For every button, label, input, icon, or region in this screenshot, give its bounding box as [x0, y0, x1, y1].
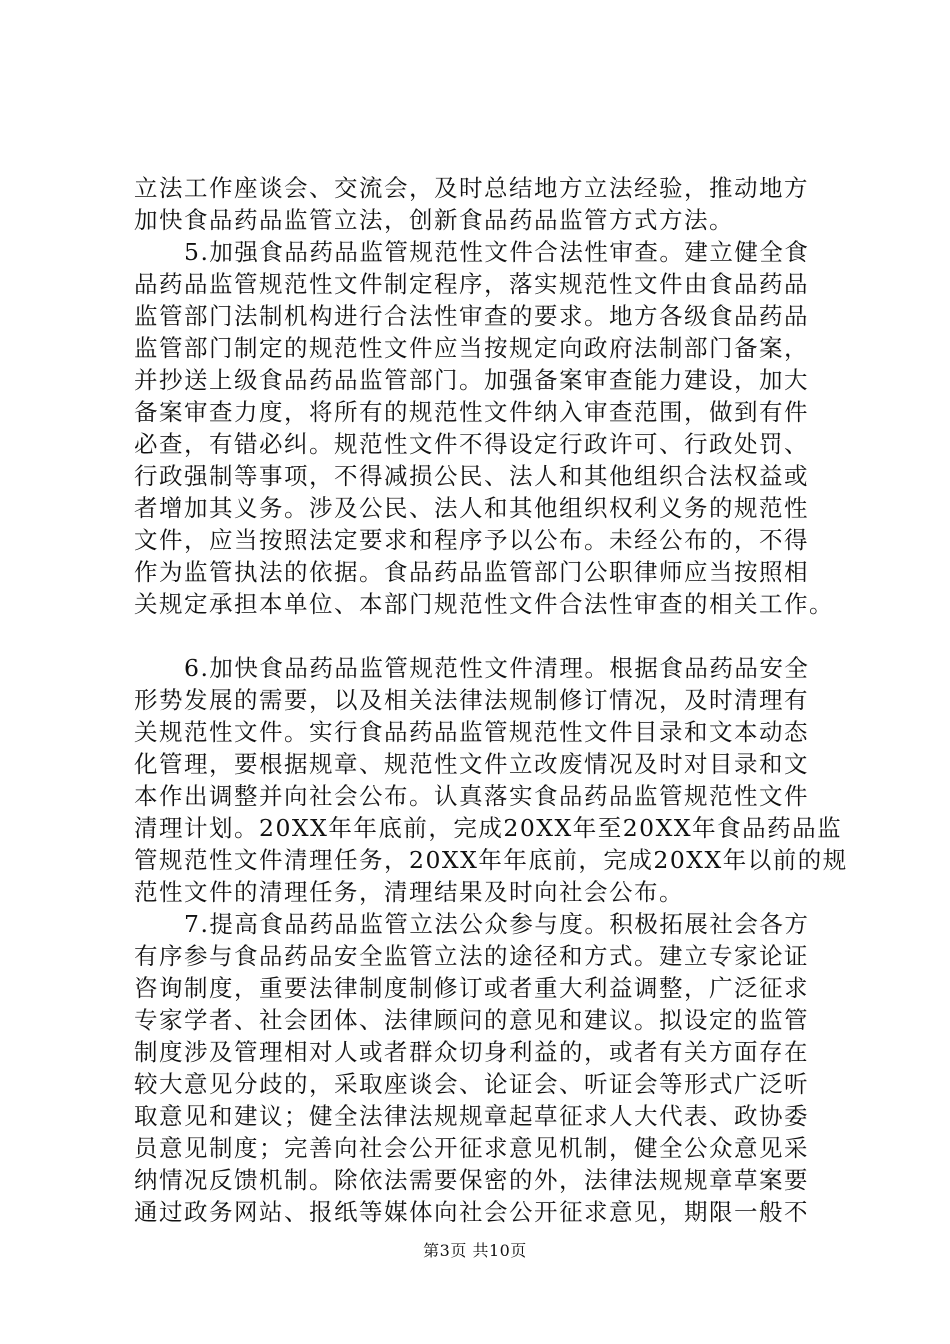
text-line: 取意见和建议；健全法律法规规章起草征求人大代表、政协委: [134, 1102, 809, 1130]
text-line: 有序参与食品药品安全监管立法的途径和方式。建立专家论证: [134, 942, 809, 970]
text-line: 制度涉及管理相对人或者群众切身利益的，或者有关方面存在: [134, 1038, 809, 1066]
text-line: 立法工作座谈会、交流会，及时总结地方立法经验，推动地方: [134, 174, 809, 202]
text-line: 员意见制度；完善向社会公开征求意见机制，健全公众意见采: [134, 1134, 809, 1162]
page-number-footer: 第3页 共10页: [423, 1241, 527, 1260]
text-line: 较大意见分歧的，采取座谈会、论证会、听证会等形式广泛听: [134, 1070, 809, 1098]
text-line: 咨询制度，重要法律制度制修订或者重大利益调整，广泛征求: [134, 974, 809, 1002]
text-line: 化管理，要根据规章、规范性文件立改废情况及时对目录和文: [134, 750, 809, 778]
text-line: 加快食品药品监管立法，创新食品药品监管方式方法。: [134, 206, 734, 234]
text-line: 品药品监管规范性文件制定程序，落实规范性文件由食品药品: [134, 270, 809, 298]
text-line: 本作出调整并向社会公布。认真落实食品药品监管规范性文件: [134, 782, 809, 810]
text-line: 范性文件的清理任务，清理结果及时向社会公布。: [134, 878, 684, 906]
text-line: 文件，应当按照法定要求和程序予以公布。未经公布的，不得: [134, 526, 809, 554]
text-line: 者增加其义务。涉及公民、法人和其他组织权利义务的规范性: [134, 494, 809, 522]
text-line: 监管部门法制机构进行合法性审查的要求。地方各级食品药品: [134, 302, 809, 330]
text-line: 并抄送上级食品药品监管部门。加强备案审查能力建设，加大: [134, 366, 809, 394]
paragraphs-section-2: [134, 652, 848, 1228]
paragraphs-section-1: [134, 172, 834, 620]
text-line: 专家学者、社会团体、法律顾问的意见和建议。拟设定的监管: [134, 1006, 809, 1034]
text-line: 备案审查力度，将所有的规范性文件纳入审查范围，做到有件: [134, 398, 809, 426]
text-line: 监管部门制定的规范性文件应当按规定向政府法制部门备案，: [134, 334, 809, 362]
paragraph-gap: [134, 620, 834, 652]
text-line: 清理计划。20XX年年底前，完成20XX年至20XX年食品药品监: [134, 814, 843, 842]
text-line: 形势发展的需要，以及相关法律法规制修订情况，及时清理有: [134, 686, 809, 714]
text-line: 6.加快食品药品监管规范性文件清理。根据食品药品安全: [134, 654, 810, 682]
text-line: 行政强制等事项，不得减损公民、法人和其他组织合法权益或: [134, 462, 809, 490]
text-line: 关规范性文件。实行食品药品监管规范性文件目录和文本动态: [134, 718, 809, 746]
text-line: 作为监管执法的依据。食品药品监管部门公职律师应当按照相: [134, 558, 809, 586]
text-line: 关规定承担本单位、本部门规范性文件合法性审查的相关工作。: [134, 590, 834, 618]
text-line: 纳情况反馈机制。除依法需要保密的外，法律法规规章草案要: [134, 1166, 809, 1194]
text-line: 5.加强食品药品监管规范性文件合法性审查。建立健全食: [134, 238, 810, 266]
text-line: 管规范性文件清理任务，20XX年年底前，完成20XX年以前的规: [134, 846, 848, 874]
text-line: 通过政务网站、报纸等媒体向社会公开征求意见，期限一般不: [134, 1198, 809, 1226]
body-text: [134, 172, 848, 1228]
text-line: 必查，有错必纠。规范性文件不得设定行政许可、行政处罚、: [134, 430, 809, 458]
text-line: 7.提高食品药品监管立法公众参与度。积极拓展社会各方: [134, 910, 810, 938]
